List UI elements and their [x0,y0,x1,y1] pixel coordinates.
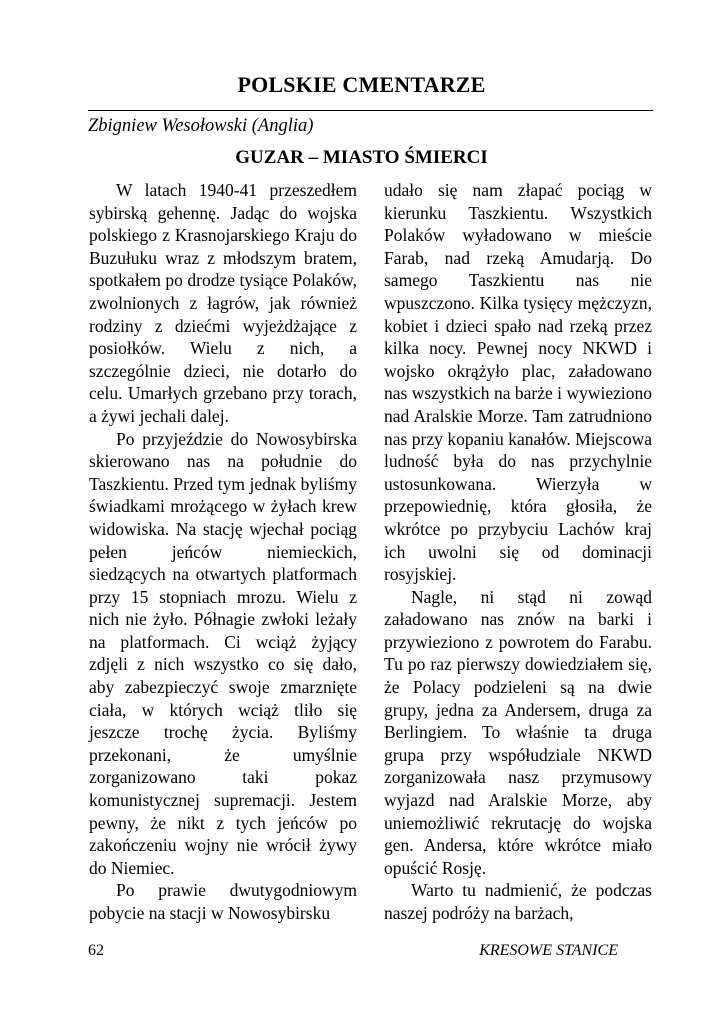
running-head: POLSKIE CMENTARZE [237,72,486,97]
article-author: Zbigniew Wesołowski (Anglia) [88,116,314,136]
right-column [384,179,652,925]
paragraph: Warto tu nadmienić, że podczas naszej podróży na barżach, [384,880,652,923]
paragraph: Nagle, ni stąd ni zowąd załadowano nas znów na barki i przywieziono z powrotem do Farabu. Tu po raz pierwszy dowiedziałem się, że Polacy podzieleni są na dwie grupy, jedna za Andersem, druga za Berlingiem. To właśnie ta druga grupa przy współudziale NKWD zorganizowała nasz przymusowy wyjazd nad Aralskie Morze, aby uniemożliwić rekrutację do wojska gen. Andersa, które wkrótce miało opuścić Rosję. [384,586,652,878]
paragraph: Po prawie dwutygodniowym pobycie na stacji w Nowosybirsku [89,880,357,923]
paragraph: Po przyjeździe do Nowosybirska skierowano nas na południe do Taszkientu. Przed tym jednak byliśmy świadkami mrożącego w żyłach krew widowiska. Na stację wjechał pociąg pełen jeńców niemieckich, siedzących na otwartych platformach przy 15 stopniach mrozu. Wielu z nich nie żyło. Półnagie zwłoki leżały na platformach. Ci wciąż żyjący zdjęli z nich wszystko co się dało, aby zabezpieczyć swoje zmarznięte ciała, w których wciąż tliło się jeszcze trochę życia. Byliśmy przekonani, że umyślnie zorganizowano taki pokaz komunistycznej supremacji. Jestem pewny, że nikt z tych jeńców po zakończeniu wojny nie wrócił żywy do Niemiec. [89,428,357,878]
header-rule [88,110,653,111]
paragraph-continued: udało się nam złapać pociąg w kierunku Taszkientu. Wszystkich Polaków wyładowano w mieście Farab, nad rzeką Amudarją. Do samego Taszkientu nas nie wpuszczono. Kilka tysięcy mężczyzn, kobiet i dzieci spało nad rzeką przez kilka nocy. Pewnej nocy NKWD i wojsko okrążyło plac, załadowano nas wszystkich na barże i wywieziono nad Aralskie Morze. Tam zatrudniono nas przy kopaniu kanałów. Miejscowa ludność była do nas przychylnie ustosunkowana. Wierzyła w przepowiednię, która głosiła, że wkrótce po przybyciu Lachów kraj ich uwolni się od dominacji rosyjskiej. [384,180,652,585]
publication-title: KRESOWE STANICE [479,942,618,959]
page-number: 62 [88,942,104,959]
article-title: GUZAR – MIASTO ŚMIERCI [235,147,488,168]
paragraph: W latach 1940-41 przeszedłem sybirską gehennę. Jadąc do wojska polskiego z Krasnojarskiego Kraju do Buzułuku wraz z młodszym bratem, spotkałem po drodze tysiące Polaków, zwolnionych z łagrów, jak również rodziny z dziećmi wyjeżdżające z posiołków. Wielu z nich, a szczególnie dzieci, nie dotarło do celu. Umarłych grzebano przy torach, a żywi jechali dalej. [89,180,357,426]
left-column [89,179,357,925]
